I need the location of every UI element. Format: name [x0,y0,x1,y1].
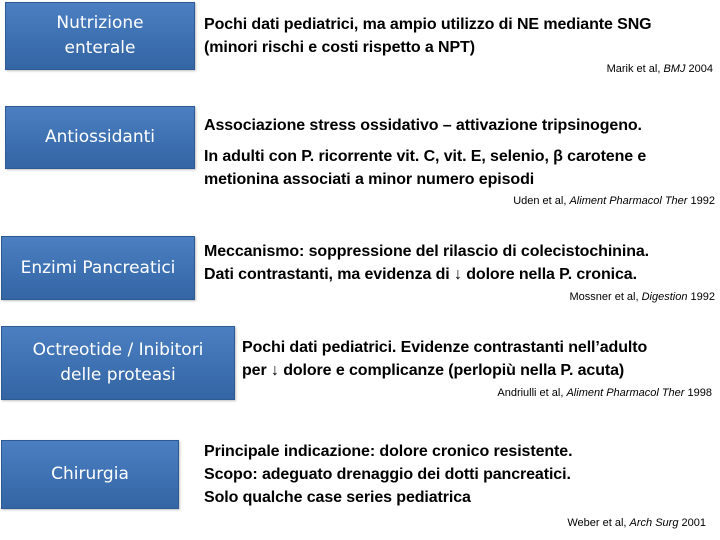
label-box-nutrizione-enterale [5,2,195,70]
label-line: Antiossidanti [44,127,155,147]
label-line: Octreotide / Inibitori [32,340,204,360]
label-line: Nutrizione [56,13,144,33]
reference-marik: Marik et al, BMJ 2004 [606,63,713,75]
text-nutrizione-enterale: Pochi dati pediatrici, ma ampio utilizzo di NE mediante SNG (minori rischi e costi rispetto a NPT) [204,16,652,56]
label-box-octreotide-inibitori [1,326,235,400]
label-line: enterale [64,38,136,58]
label-line: Chirurgia [51,464,129,484]
label-box-enzimi-pancreatici [1,236,195,300]
text-octreotide-inibitori: Pochi dati pediatrici. Evidenze contrastanti nell’adulto per ↓ dolore e complicanze (perlopiù nella P. acuta) [242,339,648,379]
text-antiossidanti-2: In adulti con P. ricorrente vit. C, vit. E, selenio, β carotene e metionina associati a minor numero episodi [204,148,647,188]
text-antiossidanti-1: Associazione stress ossidativo – attivazione tripsinogeno. [204,117,642,134]
reference-mossner: Mossner et al, Digestion 1992 [569,291,715,303]
text-enzimi-pancreatici: Meccanismo: soppressione del rilascio di colecistochinina. Dati contrastanti, ma evidenza di ↓ dolore nella P. cronica. [204,243,650,283]
label-box-chirurgia [1,440,179,509]
label-box-antiossidanti [5,106,195,169]
reference-weber: Weber et al, Arch Surg 2001 [567,517,706,529]
label-line: delle proteasi [60,365,176,385]
reference-andriulli: Andriulli et al, Aliment Pharmacol Ther 1998 [497,387,712,399]
label-line: Enzimi Pancreatici [20,257,176,278]
reference-uden: Uden et al, Aliment Pharmacol Ther 1992 [513,195,715,207]
text-chirurgia: Principale indicazione: dolore cronico resistente. Scopo: adeguato drenaggio dei dotti pancreatici. Solo qualche case series pediatrica [204,443,573,506]
